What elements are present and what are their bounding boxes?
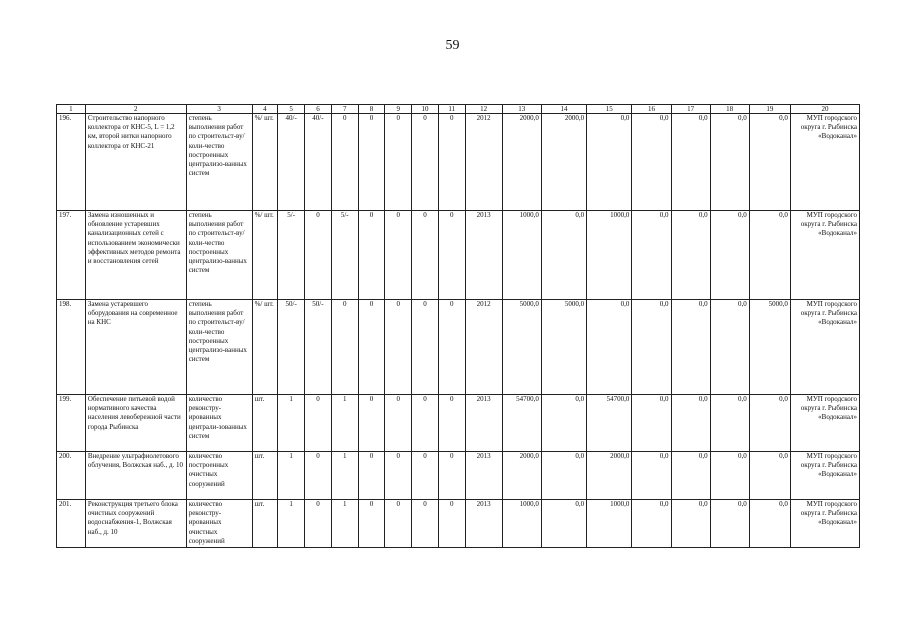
cell-col13: 54700,0 (502, 395, 541, 452)
cell-col18: 0,0 (710, 300, 749, 395)
cell-year: 2012 (465, 300, 502, 395)
cell-col19: 0,0 (749, 114, 790, 211)
cell-col18: 0,0 (710, 395, 749, 452)
row-number: 199. (57, 395, 86, 452)
cell-col5: 40/- (278, 114, 305, 211)
table-row (57, 211, 860, 300)
cell-col15: 2000,0 (587, 452, 632, 500)
cell-col10: 0 (412, 211, 439, 300)
column-header: 3 (186, 105, 252, 114)
cell-col14: 0,0 (541, 211, 586, 300)
row-number: 198. (57, 300, 86, 395)
cell-col9: 0 (385, 300, 412, 395)
column-header: 7 (331, 105, 358, 114)
cell-col19: 0,0 (749, 395, 790, 452)
cell-col5: 1 (278, 500, 305, 548)
cell-col14: 0,0 (541, 452, 586, 500)
executor: МУП городского округа г. Рыбинска «Водоканал» (790, 300, 859, 395)
column-header: 20 (790, 105, 859, 114)
activity-name: Обеспечение питьевой водой нормативного качества населения левобережной части города Рыбинска (85, 395, 186, 452)
column-header: 8 (358, 105, 385, 114)
cell-col9: 0 (385, 114, 412, 211)
indicator: степень выполнения работ по строительст-ву/ коли-чество построенных централизо-ванных систем (186, 300, 252, 395)
executor: МУП городского округа г. Рыбинска «Водоканал» (790, 500, 859, 548)
cell-col14: 5000,0 (541, 300, 586, 395)
cell-col17: 0,0 (671, 114, 710, 211)
cell-col16: 0,0 (632, 452, 671, 500)
cell-col15: 54700,0 (587, 395, 632, 452)
cell-col19: 0,0 (749, 500, 790, 548)
cell-col9: 0 (385, 500, 412, 548)
cell-col19: 0,0 (749, 452, 790, 500)
row-number: 196. (57, 114, 86, 211)
column-header: 4 (252, 105, 278, 114)
column-header: 9 (385, 105, 412, 114)
cell-col7: 0 (331, 300, 358, 395)
cell-col7: 5/- (331, 211, 358, 300)
cell-col8: 0 (358, 300, 385, 395)
activity-name: Замена изношенных и обновление устаревших канализационных сетей с использованием экономически эффективных методов ремонта и восстановления сетей (85, 211, 186, 300)
activity-name: Внедрение ультрафиолетового облучения, Волжская наб., д. 10 (85, 452, 186, 500)
cell-col11: 0 (438, 114, 465, 211)
cell-col11: 0 (438, 300, 465, 395)
cell-col10: 0 (412, 114, 439, 211)
column-header: 17 (671, 105, 710, 114)
cell-col10: 0 (412, 452, 439, 500)
column-header: 14 (541, 105, 586, 114)
cell-col11: 0 (438, 211, 465, 300)
column-header: 1 (57, 105, 86, 114)
column-header: 19 (749, 105, 790, 114)
cell-year: 2013 (465, 452, 502, 500)
executor: МУП городского округа г. Рыбинска «Водоканал» (790, 114, 859, 211)
cell-col7: 1 (331, 395, 358, 452)
cell-col18: 0,0 (710, 500, 749, 548)
cell-col14: 0,0 (541, 395, 586, 452)
unit: %/ шт. (252, 300, 278, 395)
unit: %/ шт. (252, 114, 278, 211)
cell-col16: 0,0 (632, 500, 671, 548)
cell-col10: 0 (412, 395, 439, 452)
cell-col16: 0,0 (632, 300, 671, 395)
executor: МУП городского округа г. Рыбинска «Водоканал» (790, 452, 859, 500)
cell-col17: 0,0 (671, 300, 710, 395)
cell-col13: 1000,0 (502, 211, 541, 300)
cell-col18: 0,0 (710, 452, 749, 500)
cell-col17: 0,0 (671, 395, 710, 452)
row-number: 201. (57, 500, 86, 548)
cell-col13: 2000,0 (502, 452, 541, 500)
cell-col7: 1 (331, 500, 358, 548)
cell-col6: 0 (305, 211, 332, 300)
cell-year: 2013 (465, 211, 502, 300)
cell-col18: 0,0 (710, 114, 749, 211)
indicator: количество построенных очистных сооружений (186, 452, 252, 500)
cell-col8: 0 (358, 452, 385, 500)
cell-col17: 0,0 (671, 452, 710, 500)
column-header: 10 (412, 105, 439, 114)
table-row (57, 500, 860, 548)
executor: МУП городского округа г. Рыбинска «Водоканал» (790, 211, 859, 300)
cell-col13: 2000,0 (502, 114, 541, 211)
cell-col15: 0,0 (587, 300, 632, 395)
cell-col9: 0 (385, 211, 412, 300)
column-header: 6 (305, 105, 332, 114)
column-header: 12 (465, 105, 502, 114)
cell-col11: 0 (438, 452, 465, 500)
unit: шт. (252, 452, 278, 500)
cell-col15: 1000,0 (587, 500, 632, 548)
table-row (57, 300, 860, 395)
column-header: 16 (632, 105, 671, 114)
cell-year: 2012 (465, 114, 502, 211)
cell-col8: 0 (358, 395, 385, 452)
cell-col19: 0,0 (749, 211, 790, 300)
table-row (57, 452, 860, 500)
table-row (57, 395, 860, 452)
column-header: 13 (502, 105, 541, 114)
cell-col7: 1 (331, 452, 358, 500)
unit: шт. (252, 395, 278, 452)
cell-col16: 0,0 (632, 211, 671, 300)
cell-col6: 40/- (305, 114, 332, 211)
activity-name: Строительство напорного коллектора от КНС-5, L = 1,2 км, второй нитки напорного коллектора от КНС-21 (85, 114, 186, 211)
indicator: степень выполнения работ по строительст-ву/ коли-чество построенных централизо-ванных систем (186, 211, 252, 300)
cell-col5: 1 (278, 395, 305, 452)
cell-col15: 0,0 (587, 114, 632, 211)
cell-col16: 0,0 (632, 395, 671, 452)
cell-col8: 0 (358, 211, 385, 300)
cell-col5: 5/- (278, 211, 305, 300)
cell-col15: 1000,0 (587, 211, 632, 300)
page-number: 59 (445, 38, 460, 53)
cell-year: 2013 (465, 395, 502, 452)
unit: шт. (252, 500, 278, 548)
indicator: количество реконстру-ированных централи-зованных систем (186, 395, 252, 452)
cell-col9: 0 (385, 395, 412, 452)
program-table (56, 104, 860, 548)
cell-col7: 0 (331, 114, 358, 211)
cell-col13: 1000,0 (502, 500, 541, 548)
cell-col14: 2000,0 (541, 114, 586, 211)
activity-name: Замена устаревшего оборудования на современное на КНС (85, 300, 186, 395)
cell-col11: 0 (438, 500, 465, 548)
cell-col5: 50/- (278, 300, 305, 395)
unit: %/ шт. (252, 211, 278, 300)
cell-col17: 0,0 (671, 211, 710, 300)
cell-col5: 1 (278, 452, 305, 500)
cell-col6: 0 (305, 500, 332, 548)
cell-col6: 0 (305, 452, 332, 500)
cell-col10: 0 (412, 300, 439, 395)
row-number: 197. (57, 211, 86, 300)
cell-col19: 5000,0 (749, 300, 790, 395)
cell-year: 2013 (465, 500, 502, 548)
cell-col6: 50/- (305, 300, 332, 395)
executor: МУП городского округа г. Рыбинска «Водоканал» (790, 395, 859, 452)
cell-col17: 0,0 (671, 500, 710, 548)
column-header: 2 (85, 105, 186, 114)
column-header: 5 (278, 105, 305, 114)
column-header: 11 (438, 105, 465, 114)
cell-col8: 0 (358, 500, 385, 548)
header-row (57, 105, 860, 114)
table-row (57, 114, 860, 211)
indicator: количество реконстру-ированных очистных сооружений (186, 500, 252, 548)
cell-col18: 0,0 (710, 211, 749, 300)
activity-name: Реконструкция третьего блока очистных сооружений водоснабжения-1, Волжская наб., д. 10 (85, 500, 186, 548)
cell-col10: 0 (412, 500, 439, 548)
cell-col13: 5000,0 (502, 300, 541, 395)
cell-col6: 0 (305, 395, 332, 452)
cell-col16: 0,0 (632, 114, 671, 211)
indicator: степень выполнения работ по строительст-ву/ коли-чество построенных централизо-ванных систем (186, 114, 252, 211)
column-header: 15 (587, 105, 632, 114)
cell-col14: 0,0 (541, 500, 586, 548)
cell-col11: 0 (438, 395, 465, 452)
cell-col8: 0 (358, 114, 385, 211)
row-number: 200. (57, 452, 86, 500)
cell-col9: 0 (385, 452, 412, 500)
column-header: 18 (710, 105, 749, 114)
